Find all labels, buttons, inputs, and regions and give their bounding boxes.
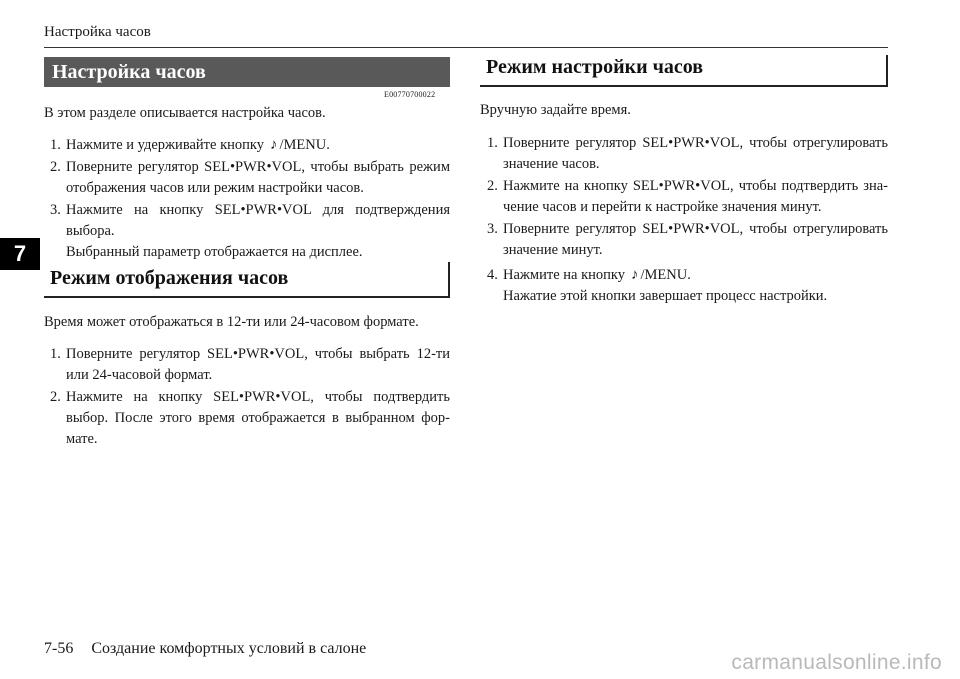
list-item: [487, 133, 888, 175]
step-text-suffix: /MENU.: [279, 137, 330, 153]
section-banner-clock-setup: Настройка часов: [44, 57, 450, 87]
step-number: 4.: [487, 267, 498, 283]
step-text: Поверните регулятор SEL•PWR•VOL, чтобы выбрать 12-ти или 24-часовой формат.: [66, 346, 450, 383]
running-header: Настройка часов: [44, 24, 151, 40]
step-text: Поверните регулятор SEL•PWR•VOL, чтобы отрегулировать значение минут.: [503, 221, 888, 258]
page-number: 7-56: [44, 640, 74, 657]
clock-setup-steps: [50, 135, 450, 264]
step-number: 2.: [50, 159, 61, 175]
music-note-icon: ♪: [630, 267, 639, 283]
header-rule: [44, 47, 888, 48]
list-item: [487, 219, 888, 261]
step-number: 2.: [50, 389, 61, 405]
list-item: [50, 135, 450, 156]
page-footer: [44, 640, 366, 658]
document-code: E00770700022: [384, 90, 436, 99]
step-number: 1.: [50, 346, 61, 362]
display-mode-steps: [50, 344, 450, 451]
step-text-suffix: /MENU.: [640, 267, 691, 283]
step-text: Нажмите на кнопку SEL•PWR•VOL для подтверждения выбора.: [66, 202, 450, 239]
list-item: [487, 265, 888, 307]
step-number: 2.: [487, 178, 498, 194]
list-item: [50, 200, 450, 263]
list-item: [50, 344, 450, 386]
step-note: Выбранный параметр отображается на дисплее.: [66, 244, 363, 260]
step-text: Нажмите на кнопку SEL•PWR•VOL, чтобы подтвердить зна-чение часов и перейти к настройке значения минут.: [503, 178, 888, 215]
step-text: Нажмите на кнопку SEL•PWR•VOL, чтобы подтвердить выбор. После этого время отображается в выбранном фор-мате.: [66, 389, 450, 447]
step-number: 1.: [487, 135, 498, 151]
section-banner-adjust-mode: Режим настройки часов: [480, 55, 888, 87]
step-number: 3.: [50, 202, 61, 218]
chapter-name: Создание комфортных условий в салоне: [91, 640, 367, 657]
list-item: [50, 387, 450, 450]
intro-text: В этом разделе описывается настройка часов.: [44, 105, 326, 121]
step-text: Нажмите на кнопку: [503, 267, 625, 283]
step-note: Нажатие этой кнопки завершает процесс настройки.: [503, 288, 828, 304]
section-banner-display-mode: Режим отображения часов: [44, 262, 450, 298]
step-text: Поверните регулятор SEL•PWR•VOL, чтобы отрегулировать значение часов.: [503, 135, 888, 172]
list-item: [487, 176, 888, 218]
chapter-tab: 7: [0, 238, 40, 270]
list-item: [50, 157, 450, 199]
step-text: Поверните регулятор SEL•PWR•VOL, чтобы выбрать режим отображения часов или режим настройки часов.: [66, 159, 450, 196]
step-number: 1.: [50, 137, 61, 153]
step-text: Нажмите и удерживайте кнопку: [66, 137, 264, 153]
music-note-icon: ♪: [269, 137, 278, 153]
intro-text: Время может отображаться в 12-ти или 24-часовом формате.: [44, 314, 419, 330]
intro-text: Вручную задайте время.: [480, 102, 631, 118]
adjust-mode-steps: [487, 133, 888, 308]
step-number: 3.: [487, 221, 498, 237]
watermark: carmanualsonline.info: [731, 651, 942, 674]
